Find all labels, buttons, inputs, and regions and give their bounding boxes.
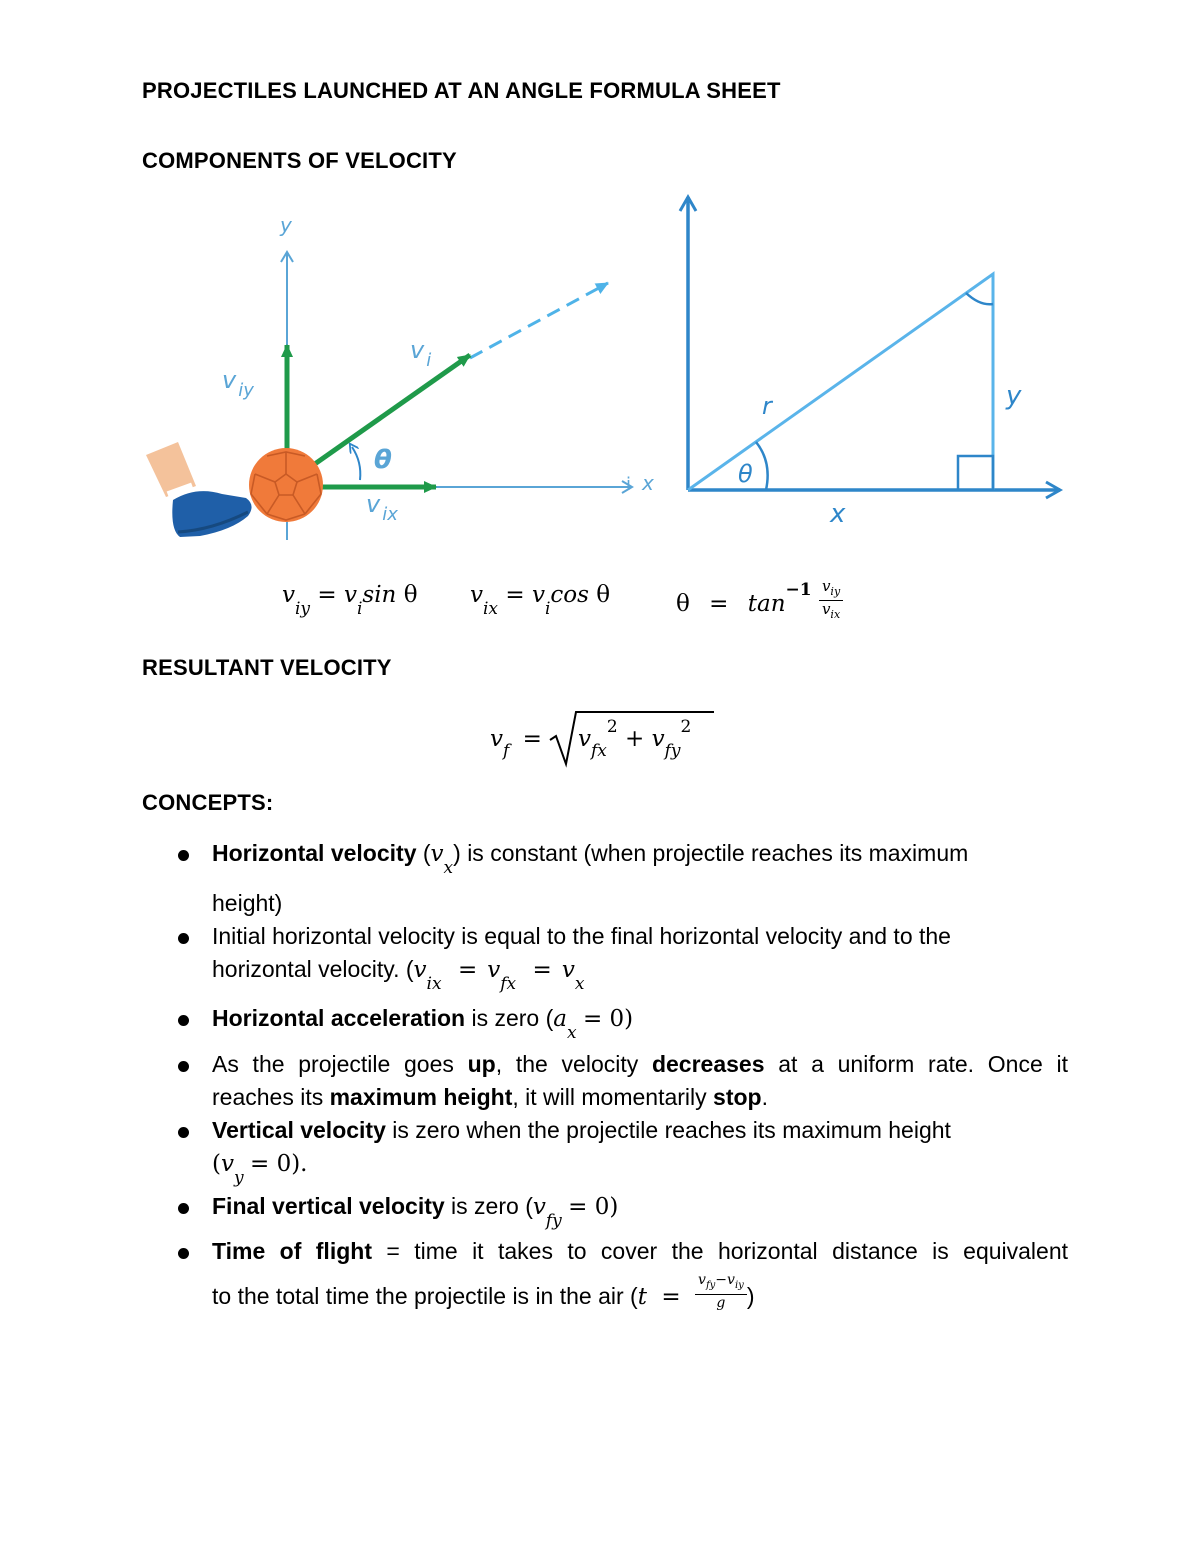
section-heading-concepts: CONCEPTS: (142, 790, 274, 815)
vix-label: v (366, 490, 381, 518)
svg-text:vi: v $_i$ (410, 336, 432, 371)
top-angle-arc (966, 293, 993, 304)
bullet-icon (178, 1061, 189, 1072)
list-item: Initial horizontal velocity is equal to the final horizontal velocity and to the horizontal velocity. ($v_{ix} = v_{fx} = v_x$ (178, 920, 1068, 990)
svg-text:i: i (626, 474, 632, 495)
section-heading-resultant: RESULTANT VELOCITY (142, 655, 392, 680)
y-axis-label: y (280, 213, 292, 237)
formula-vf: $v_f$ = (490, 726, 542, 761)
viy-label: v (222, 366, 237, 394)
formula-viy: $v_{iy} = v_i\sin$ θ (282, 582, 418, 619)
page-title: PROJECTILES LAUNCHED AT AN ANGLE FORMULA SHEET (142, 78, 781, 103)
bullet-icon (178, 1248, 189, 1259)
angle-arc (352, 447, 360, 480)
bullet-icon (178, 1203, 189, 1214)
list-item: Vertical velocity is zero when the projectile reaches its maximum height $(v_y = 0)$. (178, 1114, 1068, 1186)
bullet-icon (178, 850, 189, 861)
trajectory-dashed-arrow (470, 283, 608, 358)
section-heading-components: COMPONENTS OF VELOCITY (142, 148, 457, 173)
bullet-icon (178, 1127, 189, 1138)
horizontal-side-label: x (830, 499, 846, 529)
formula-vix: $v_{ix} = v_i\cos$ θ (470, 582, 611, 619)
theta-arc (756, 442, 768, 490)
kicking-foot-icon (146, 442, 252, 537)
projectile-components-diagram (140, 200, 660, 560)
list-item: Horizontal velocity $(v_x)$ is constant (when projectile reaches its maximum height) (178, 837, 1068, 917)
list-item: Final vertical velocity is zero $(v_{fy} = 0)$ (178, 1190, 1068, 1230)
right-angle-marker (958, 456, 993, 490)
vertical-side-label: y (1006, 381, 1022, 411)
vi-label: v (410, 336, 425, 364)
svg-text:viy: v $_{iy}$ (222, 366, 254, 401)
list-item: As the projectile goes up, the velocity decreases at a uniform rate. Once it reaches its maximum height, it will momentarily stop. (178, 1048, 1068, 1114)
bullet-icon (178, 933, 189, 944)
svg-text:vix: v $_{ix}$ (366, 490, 398, 525)
right-triangle-diagram (670, 190, 1070, 535)
formula-vf-radicand: $v_{fx}2 + v_{fy}2$ (578, 717, 692, 761)
formula-theta: $\theta = \tan^{-1}$ $\frac{v_{iy}}{v_{ix}}$ (676, 572, 843, 628)
hypotenuse-label: r (762, 392, 772, 420)
bullet-icon (178, 1015, 189, 1026)
ball-icon (249, 448, 323, 522)
list-item: Horizontal acceleration is zero $(a_x = 0)$ (178, 1002, 1068, 1042)
theta-label: θ (374, 445, 392, 475)
triangle-shape (688, 274, 993, 490)
x-axis-label: x (642, 471, 654, 495)
list-item: Time of flight = time it takes to cover the horizontal distance is equivalent to the total time the projectile is in the air (t = $\frac{v_{fy}-v_{iy}}{g}$ ) (178, 1235, 1068, 1325)
triangle-theta-label: θ (738, 460, 753, 488)
